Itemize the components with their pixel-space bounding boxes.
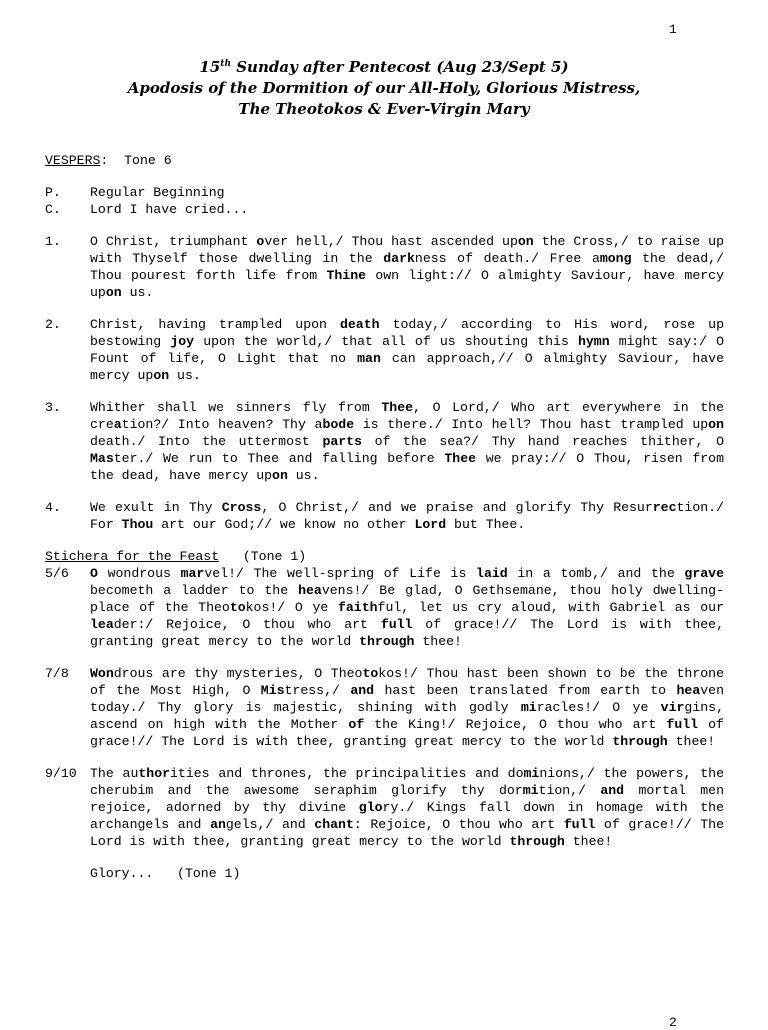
feast-sticheron-9-10: 9/10 The authorities and thrones, the principalities and dominions,/ the powers, the cherubim and the awesome seraphim glorify thy dormition,/ and mortal men rejoice, adorned by thy divine glory./ Kings fall down in homage with the archangels and angels,/ and chant: Rejoice, O thou who art full of grace!// The Lord is with thee, granting great mercy to the world through thee! [45,766,724,849]
title-line-3: The Theotokos & Ever-Virgin Mary [238,100,530,118]
sticheron-3: 3. Whither shall we sinners fly from Thee, O Lord,/ Who art everywhere in the creation?/ Into heaven? Thy abode is there./ Into hell? Thou hast trampled upon death./ Into the uttermost parts of the sea?/ Thy hand reaches thither, O Master./ We run to Thee and falling before Thee we pray:// O Thou, risen from the dead, have mercy upon us. [45,400,724,483]
sticheron-1: 1. O Christ, triumphant over hell,/ Thou hast ascended upon the Cross,/ to raise up with Thyself those dwelling in the darkness of death./ Free among the dead,/ Thou pourest forth life from Thine own light:// O almighty Saviour, have mercy upon us. [45,234,724,300]
title-line-1: 15th Sunday after Pentecost (Aug 23/Sept 5) [199,58,569,76]
feast-sticheron-5-6: 5/6 O wondrous marvel!/ The well-spring of Life is laid in a tomb,/ and the grave becometh a ladder to the heavens!/ Be glad, O Gethsemane, thou holy dwelling-place of the Theotokos!/ O ye faithful, let us cry aloud, with Gabriel as our leader:/ Rejoice, O thou who art full of grace!// The Lord is with thee, granting great mercy to the world through thee! [45,566,724,649]
page-number-bottom: 2 [669,1015,677,1030]
page-number-top: 1 [669,22,677,37]
stichera-heading: Stichera for the Feast (Tone 1) [45,549,307,564]
feast-sticheron-7-8: 7/8 Wondrous are thy mysteries, O Theotokos!/ Thou hast been shown to be the throne of the Most High, O Mistress,/ and hast been translated from earth to heaven today./ Thy glory is majestic, shining with godly miracles!/ O ye virgins, ascend on high with the Mother of the King!/ Rejoice, O thou who art full of grace!// The Lord is with thee, granting great mercy to the world through thee! [45,666,725,749]
order-item-c: C. Lord I have cried... [45,202,249,217]
document-body [45,152,725,882]
sticheron-4: 4. We exult in Thy Cross, O Christ,/ and we praise and glorify Thy Resurrection./ For Thou art our God;// we know no other Lord but Thee. [45,500,724,532]
vespers-heading: VESPERS: Tone 6 [45,153,172,168]
page-title [0,54,768,120]
title-line-2: Apodosis of the Dormition of our All-Holy, Glorious Mistress, [127,79,641,97]
sticheron-2: 2. Christ, having trampled upon death today,/ according to His word, rose up bestowing joy upon the world,/ that all of us shouting this hymn might say:/ O Fount of life, O Light that no man can approach,// O almighty Saviour, have mercy upon us. [45,317,725,383]
glory-line: Glory... (Tone 1) [90,866,241,881]
order-item-p: P. Regular Beginning [45,185,225,200]
